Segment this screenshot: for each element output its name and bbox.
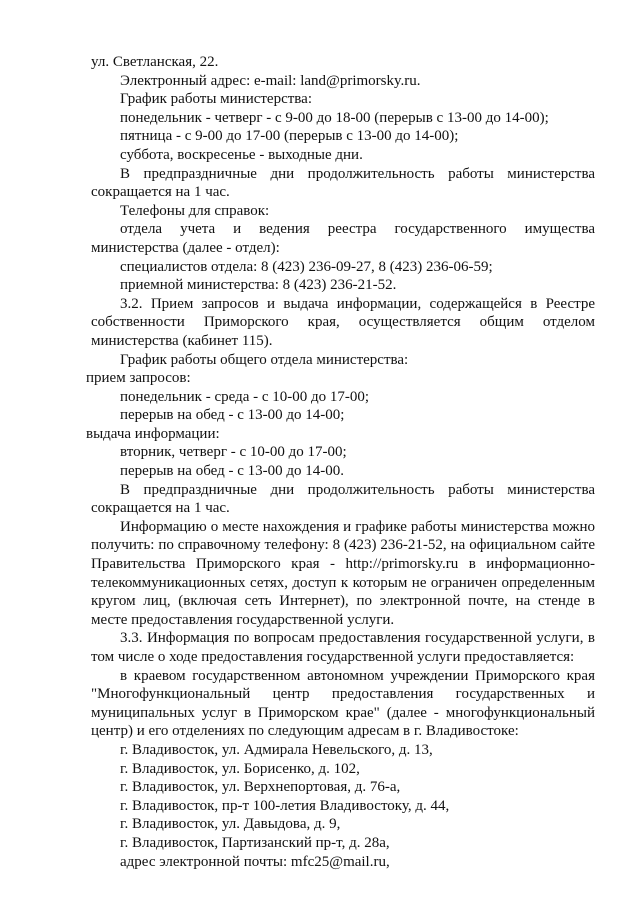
mfc-address-4: г. Владивосток, пр-т 100-летия Владивостоку, д. 44, (120, 797, 450, 814)
holiday-note-2: В предпраздничные дни продолжительность работы министерства сокращается на 1 час. (91, 481, 595, 517)
document-body (86, 53, 595, 871)
address-line: ул. Светланская, 22. (91, 54, 219, 70)
section-3-3: 3.3. Информация по вопросам предоставления государственной услуги, в том числе о ходе предоставления государственной услуги предоставляется: (91, 630, 595, 665)
requests-lunch: перерыв на обед - с 13-00 до 14-00; (120, 407, 345, 424)
phones-department: отдела учета и ведения реестра государственного имущества министерства (далее - отдел): (91, 221, 595, 256)
mfc-address-5: г. Владивосток, ул. Давыдова, д. 9, (120, 816, 341, 833)
phones-reception: приемной министерства: 8 (423) 236-21-52. (120, 277, 397, 294)
mfc-address-1: г. Владивосток, ул. Адмирала Невельского, д. 13, (120, 741, 433, 758)
email-line: Электронный адрес: e-mail: land@primorsky.ru. (120, 72, 421, 89)
schedule-mon-thu: понедельник - четверг - с 9-00 до 18-00 (перерыв с 13-00 до 14-00); (120, 109, 549, 126)
issue-heading: выдача информации: (86, 425, 220, 442)
phones-specialists: специалистов отдела: 8 (423) 236-09-27, 8 (423) 236-06-59; (120, 258, 493, 275)
phones-heading: Телефоны для справок: (120, 202, 270, 219)
issue-lunch: перерыв на обед - с 13-00 до 14-00. (120, 463, 344, 480)
mfc-address-6: г. Владивосток, Партизанский пр-т, д. 28а, (120, 834, 390, 851)
requests-heading: прием запросов: (86, 370, 191, 387)
mfc-paragraph: в краевом государственном автономном учреждении Приморского края "Многофункциональный центр предоставления государственных и муниципальных услуг в Приморском крае" (далее - многофункциональный центр) и его отделениях по следующим адресам в г. Владивостоке: (91, 667, 595, 740)
section-3-2: 3.2. Прием запросов и выдача информации, содержащейся в Реестре собственности Приморского края, осуществляется общим отделом министерства (кабинет 115). (91, 295, 595, 349)
info-paragraph: Информацию о месте нахождения и графике работы министерства можно получить: по справочному телефону: 8 (423) 236-21-52, на официальном сайте Правительства Приморского края - http://primorsky.ru в информационно-телекоммуникационных сетях, доступ к которым не ограничен определенным кругом лиц, (включая сеть Интернет), по электронной почте, на стенде в месте предоставления государственной услуги. (91, 518, 595, 628)
schedule-weekend: суббота, воскресенье - выходные дни. (120, 146, 363, 163)
mfc-address-3: г. Владивосток, ул. Верхнепортовая, д. 76-а, (120, 779, 401, 796)
issue-tue-thu: вторник, четверг - с 10-00 до 17-00; (120, 444, 347, 461)
holiday-note: В предпраздничные дни продолжительность работы министерства сокращается на 1 час. (91, 165, 595, 201)
general-dept-schedule-heading: График работы общего отдела министерства: (120, 351, 409, 368)
schedule-fri: пятница - с 9-00 до 17-00 (перерыв с 13-00 до 14-00); (120, 128, 459, 145)
schedule-heading: График работы министерства: (120, 91, 313, 108)
mfc-email: адрес электронной почты: mfc25@mail.ru, (120, 853, 390, 870)
requests-mon-wed: понедельник - среда - с 10-00 до 17-00; (120, 388, 370, 405)
mfc-address-2: г. Владивосток, ул. Борисенко, д. 102, (120, 760, 360, 777)
